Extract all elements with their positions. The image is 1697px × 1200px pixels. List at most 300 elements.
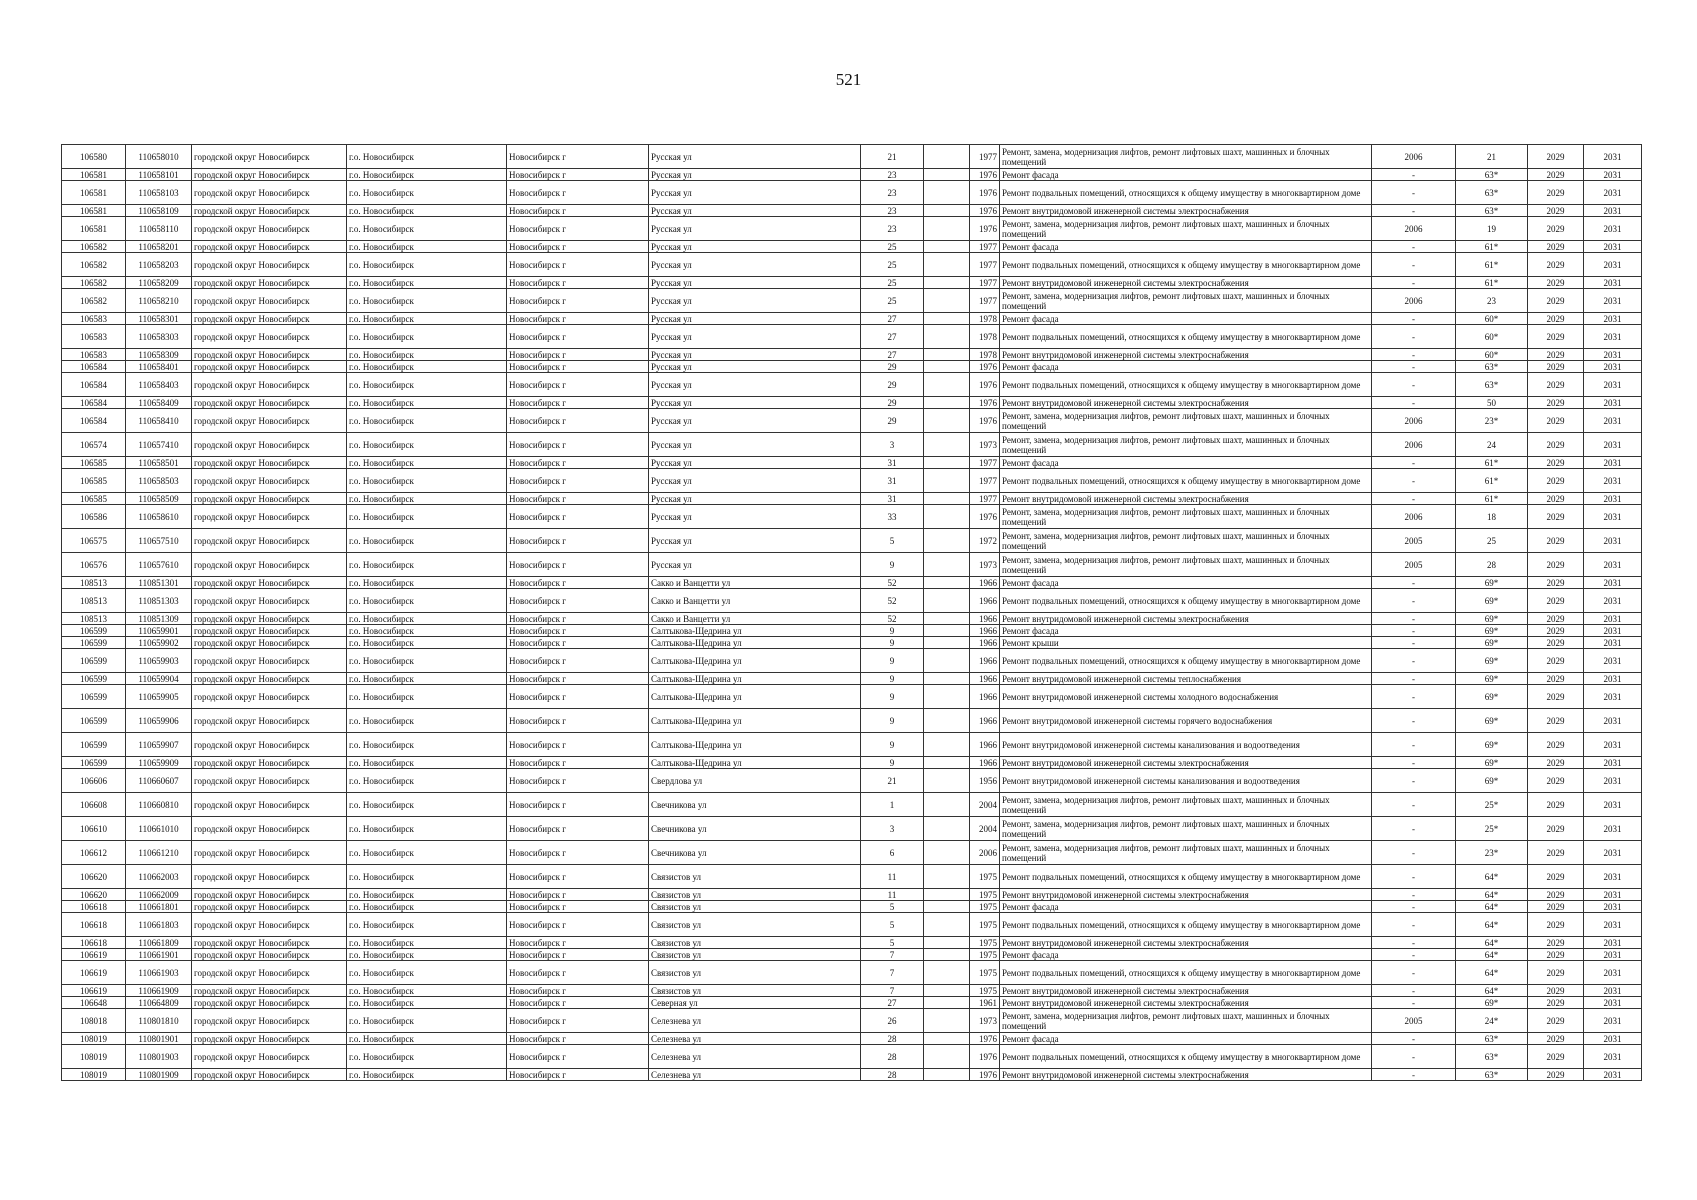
house-id-cell: 106599 (62, 625, 126, 637)
work-type-cell: Ремонт внутридомовой инженерной системы электроснабжения (1000, 937, 1372, 949)
build-year-cell: 1966 (970, 673, 1000, 685)
municipality-cell: городской округ Новосибирск (192, 841, 347, 865)
house-number-cell: 29 (861, 409, 924, 433)
municipality-cell: городской округ Новосибирск (192, 1069, 347, 1081)
start-year-cell: 2029 (1528, 1009, 1584, 1033)
work-type-cell: Ремонт внутридомовой инженерной системы канализования и водоотведения (1000, 769, 1372, 793)
house-number-cell: 9 (861, 637, 924, 649)
work-id-cell: 110658210 (126, 289, 192, 313)
table-row (62, 457, 1642, 469)
work-type-cell: Ремонт внутридомовой инженерной системы теплоснабжения (1000, 673, 1372, 685)
city-cell: Новосибирск г (507, 457, 649, 469)
building-cell (924, 169, 970, 181)
house-number-cell: 5 (861, 913, 924, 937)
house-id-cell: 106619 (62, 949, 126, 961)
end-year-cell: 2031 (1584, 841, 1642, 865)
work-type-cell: Ремонт подвальных помещений, относящихся к общему имуществу в многоквартирном доме (1000, 469, 1372, 493)
end-year-cell: 2031 (1584, 637, 1642, 649)
table-row (62, 277, 1642, 289)
street-cell: Русская ул (649, 529, 861, 553)
building-cell (924, 409, 970, 433)
work-type-cell: Ремонт внутридомовой инженерной системы электроснабжения (1000, 1069, 1372, 1081)
build-year-cell: 1976 (970, 205, 1000, 217)
house-id-cell: 106576 (62, 553, 126, 577)
house-id-cell: 106619 (62, 961, 126, 985)
city-cell: Новосибирск г (507, 817, 649, 841)
build-year-cell: 1977 (970, 457, 1000, 469)
start-year-cell: 2029 (1528, 649, 1584, 673)
table-row (62, 397, 1642, 409)
last-repair-year-cell: - (1372, 985, 1456, 997)
house-id-cell: 106581 (62, 205, 126, 217)
house-id-cell: 108513 (62, 589, 126, 613)
building-cell (924, 1069, 970, 1081)
building-cell (924, 817, 970, 841)
start-year-cell: 2029 (1528, 625, 1584, 637)
house-id-cell: 108019 (62, 1033, 126, 1045)
building-cell (924, 889, 970, 901)
end-year-cell: 2031 (1584, 553, 1642, 577)
wear-cell: 64* (1456, 913, 1528, 937)
street-cell: Сакко и Ванцетти ул (649, 577, 861, 589)
table-row (62, 373, 1642, 397)
last-repair-year-cell: - (1372, 649, 1456, 673)
last-repair-year-cell: - (1372, 373, 1456, 397)
start-year-cell: 2029 (1528, 373, 1584, 397)
municipality-cell: городской округ Новосибирск (192, 937, 347, 949)
table-row (62, 325, 1642, 349)
district-cell: г.о. Новосибирск (347, 997, 507, 1009)
start-year-cell: 2029 (1528, 1069, 1584, 1081)
end-year-cell: 2031 (1584, 1045, 1642, 1069)
house-id-cell: 106584 (62, 397, 126, 409)
table-row (62, 841, 1642, 865)
end-year-cell: 2031 (1584, 733, 1642, 757)
street-cell: Связистов ул (649, 889, 861, 901)
work-id-cell: 110658401 (126, 361, 192, 373)
city-cell: Новосибирск г (507, 841, 649, 865)
work-type-cell: Ремонт, замена, модернизация лифтов, ремонт лифтовых шахт, машинных и блочных помещений (1000, 793, 1372, 817)
work-id-cell: 110661901 (126, 949, 192, 961)
wear-cell: 63* (1456, 205, 1528, 217)
house-number-cell: 31 (861, 493, 924, 505)
table-row (62, 361, 1642, 373)
district-cell: г.о. Новосибирск (347, 685, 507, 709)
street-cell: Русская ул (649, 361, 861, 373)
district-cell: г.о. Новосибирск (347, 349, 507, 361)
wear-cell: 63* (1456, 361, 1528, 373)
wear-cell: 64* (1456, 961, 1528, 985)
wear-cell: 69* (1456, 637, 1528, 649)
work-type-cell: Ремонт, замена, модернизация лифтов, ремонт лифтовых шахт, машинных и блочных помещений (1000, 529, 1372, 553)
city-cell: Новосибирск г (507, 181, 649, 205)
end-year-cell: 2031 (1584, 313, 1642, 325)
district-cell: г.о. Новосибирск (347, 457, 507, 469)
end-year-cell: 2031 (1584, 145, 1642, 169)
street-cell: Салтыкова-Щедрина ул (649, 625, 861, 637)
street-cell: Селезнева ул (649, 1069, 861, 1081)
build-year-cell: 1956 (970, 769, 1000, 793)
house-number-cell: 9 (861, 649, 924, 673)
building-cell (924, 553, 970, 577)
city-cell: Новосибирск г (507, 577, 649, 589)
start-year-cell: 2029 (1528, 841, 1584, 865)
table-row (62, 913, 1642, 937)
house-number-cell: 3 (861, 433, 924, 457)
street-cell: Селезнева ул (649, 1009, 861, 1033)
district-cell: г.о. Новосибирск (347, 937, 507, 949)
street-cell: Русская ул (649, 505, 861, 529)
building-cell (924, 841, 970, 865)
wear-cell: 61* (1456, 493, 1528, 505)
last-repair-year-cell: - (1372, 589, 1456, 613)
district-cell: г.о. Новосибирск (347, 889, 507, 901)
work-id-cell: 110801810 (126, 1009, 192, 1033)
building-cell (924, 865, 970, 889)
wear-cell: 60* (1456, 349, 1528, 361)
street-cell: Связистов ул (649, 913, 861, 937)
build-year-cell: 1977 (970, 241, 1000, 253)
house-id-cell: 106581 (62, 169, 126, 181)
build-year-cell: 1976 (970, 1069, 1000, 1081)
wear-cell: 69* (1456, 769, 1528, 793)
building-cell (924, 217, 970, 241)
wear-cell: 60* (1456, 313, 1528, 325)
city-cell: Новосибирск г (507, 349, 649, 361)
start-year-cell: 2029 (1528, 505, 1584, 529)
municipality-cell: городской округ Новосибирск (192, 493, 347, 505)
wear-cell: 69* (1456, 649, 1528, 673)
district-cell: г.о. Новосибирск (347, 985, 507, 997)
district-cell: г.о. Новосибирск (347, 1033, 507, 1045)
street-cell: Свечникова ул (649, 817, 861, 841)
work-id-cell: 110660810 (126, 793, 192, 817)
district-cell: г.о. Новосибирск (347, 433, 507, 457)
capital-repair-table (61, 144, 1642, 1081)
last-repair-year-cell: - (1372, 241, 1456, 253)
work-type-cell: Ремонт подвальных помещений, относящихся к общему имуществу в многоквартирном доме (1000, 649, 1372, 673)
work-type-cell: Ремонт, замена, модернизация лифтов, ремонт лифтовых шахт, машинных и блочных помещений (1000, 1009, 1372, 1033)
end-year-cell: 2031 (1584, 613, 1642, 625)
build-year-cell: 1966 (970, 709, 1000, 733)
last-repair-year-cell: - (1372, 757, 1456, 769)
street-cell: Сакко и Ванцетти ул (649, 589, 861, 613)
house-number-cell: 5 (861, 901, 924, 913)
work-type-cell: Ремонт, замена, модернизация лифтов, ремонт лифтовых шахт, машинных и блочных помещений (1000, 817, 1372, 841)
building-cell (924, 949, 970, 961)
last-repair-year-cell: - (1372, 685, 1456, 709)
start-year-cell: 2029 (1528, 709, 1584, 733)
wear-cell: 63* (1456, 1033, 1528, 1045)
house-id-cell: 106586 (62, 505, 126, 529)
end-year-cell: 2031 (1584, 1033, 1642, 1045)
end-year-cell: 2031 (1584, 325, 1642, 349)
last-repair-year-cell: - (1372, 325, 1456, 349)
build-year-cell: 1975 (970, 937, 1000, 949)
municipality-cell: городской округ Новосибирск (192, 169, 347, 181)
city-cell: Новосибирск г (507, 505, 649, 529)
last-repair-year-cell: - (1372, 793, 1456, 817)
table-row (62, 817, 1642, 841)
street-cell: Салтыкова-Щедрина ул (649, 637, 861, 649)
district-cell: г.о. Новосибирск (347, 949, 507, 961)
municipality-cell: городской округ Новосибирск (192, 145, 347, 169)
start-year-cell: 2029 (1528, 733, 1584, 757)
build-year-cell: 1976 (970, 1045, 1000, 1069)
work-id-cell: 110659907 (126, 733, 192, 757)
house-number-cell: 9 (861, 685, 924, 709)
start-year-cell: 2029 (1528, 817, 1584, 841)
municipality-cell: городской округ Новосибирск (192, 469, 347, 493)
building-cell (924, 457, 970, 469)
start-year-cell: 2029 (1528, 469, 1584, 493)
house-id-cell: 106599 (62, 733, 126, 757)
street-cell: Русская ул (649, 145, 861, 169)
house-id-cell: 106583 (62, 325, 126, 349)
start-year-cell: 2029 (1528, 901, 1584, 913)
end-year-cell: 2031 (1584, 757, 1642, 769)
start-year-cell: 2029 (1528, 757, 1584, 769)
house-number-cell: 6 (861, 841, 924, 865)
city-cell: Новосибирск г (507, 205, 649, 217)
wear-cell: 21 (1456, 145, 1528, 169)
end-year-cell: 2031 (1584, 949, 1642, 961)
build-year-cell: 1976 (970, 169, 1000, 181)
house-id-cell: 106585 (62, 493, 126, 505)
house-number-cell: 3 (861, 817, 924, 841)
last-repair-year-cell: - (1372, 493, 1456, 505)
work-type-cell: Ремонт фасада (1000, 361, 1372, 373)
work-id-cell: 110659909 (126, 757, 192, 769)
end-year-cell: 2031 (1584, 205, 1642, 217)
house-number-cell: 29 (861, 361, 924, 373)
end-year-cell: 2031 (1584, 985, 1642, 997)
municipality-cell: городской округ Новосибирск (192, 529, 347, 553)
table-row (62, 961, 1642, 985)
work-id-cell: 110659906 (126, 709, 192, 733)
house-number-cell: 52 (861, 589, 924, 613)
house-id-cell: 106582 (62, 253, 126, 277)
wear-cell: 63* (1456, 181, 1528, 205)
build-year-cell: 1976 (970, 361, 1000, 373)
district-cell: г.о. Новосибирск (347, 169, 507, 181)
city-cell: Новосибирск г (507, 793, 649, 817)
end-year-cell: 2031 (1584, 289, 1642, 313)
work-type-cell: Ремонт, замена, модернизация лифтов, ремонт лифтовых шахт, машинных и блочных помещений (1000, 289, 1372, 313)
end-year-cell: 2031 (1584, 217, 1642, 241)
work-type-cell: Ремонт внутридомовой инженерной системы электроснабжения (1000, 277, 1372, 289)
building-cell (924, 985, 970, 997)
street-cell: Салтыкова-Щедрина ул (649, 673, 861, 685)
work-type-cell: Ремонт подвальных помещений, относящихся к общему имуществу в многоквартирном доме (1000, 373, 1372, 397)
municipality-cell: городской округ Новосибирск (192, 241, 347, 253)
last-repair-year-cell: - (1372, 313, 1456, 325)
last-repair-year-cell: - (1372, 673, 1456, 685)
start-year-cell: 2029 (1528, 169, 1584, 181)
work-type-cell: Ремонт фасада (1000, 1033, 1372, 1045)
building-cell (924, 289, 970, 313)
start-year-cell: 2029 (1528, 217, 1584, 241)
house-number-cell: 52 (861, 577, 924, 589)
building-cell (924, 685, 970, 709)
work-type-cell: Ремонт подвальных помещений, относящихся к общему имуществу в многоквартирном доме (1000, 181, 1372, 205)
city-cell: Новосибирск г (507, 637, 649, 649)
work-id-cell: 110801909 (126, 1069, 192, 1081)
table-row (62, 1033, 1642, 1045)
start-year-cell: 2029 (1528, 985, 1584, 997)
end-year-cell: 2031 (1584, 901, 1642, 913)
street-cell: Связистов ул (649, 865, 861, 889)
municipality-cell: городской округ Новосибирск (192, 625, 347, 637)
last-repair-year-cell: - (1372, 709, 1456, 733)
city-cell: Новосибирск г (507, 277, 649, 289)
last-repair-year-cell: 2005 (1372, 529, 1456, 553)
city-cell: Новосибирск г (507, 685, 649, 709)
house-id-cell: 106575 (62, 529, 126, 553)
street-cell: Салтыкова-Щедрина ул (649, 685, 861, 709)
build-year-cell: 2004 (970, 817, 1000, 841)
street-cell: Селезнева ул (649, 1045, 861, 1069)
build-year-cell: 1961 (970, 997, 1000, 1009)
work-id-cell: 110801901 (126, 1033, 192, 1045)
building-cell (924, 1033, 970, 1045)
wear-cell: 23* (1456, 841, 1528, 865)
work-type-cell: Ремонт фасада (1000, 241, 1372, 253)
municipality-cell: городской округ Новосибирск (192, 373, 347, 397)
building-cell (924, 205, 970, 217)
work-id-cell: 110664809 (126, 997, 192, 1009)
wear-cell: 63* (1456, 1069, 1528, 1081)
wear-cell: 69* (1456, 577, 1528, 589)
work-id-cell: 110658203 (126, 253, 192, 277)
wear-cell: 19 (1456, 217, 1528, 241)
work-id-cell: 110661803 (126, 913, 192, 937)
municipality-cell: городской округ Новосибирск (192, 961, 347, 985)
building-cell (924, 361, 970, 373)
district-cell: г.о. Новосибирск (347, 397, 507, 409)
end-year-cell: 2031 (1584, 277, 1642, 289)
work-id-cell: 110659904 (126, 673, 192, 685)
city-cell: Новосибирск г (507, 757, 649, 769)
end-year-cell: 2031 (1584, 685, 1642, 709)
table-row (62, 709, 1642, 733)
work-id-cell: 110658109 (126, 205, 192, 217)
work-id-cell: 110658503 (126, 469, 192, 493)
end-year-cell: 2031 (1584, 913, 1642, 937)
district-cell: г.о. Новосибирск (347, 841, 507, 865)
build-year-cell: 1973 (970, 433, 1000, 457)
work-id-cell: 110661210 (126, 841, 192, 865)
house-number-cell: 31 (861, 457, 924, 469)
city-cell: Новосибирск г (507, 889, 649, 901)
work-id-cell: 110851301 (126, 577, 192, 589)
district-cell: г.о. Новосибирск (347, 709, 507, 733)
table-row (62, 409, 1642, 433)
work-type-cell: Ремонт фасада (1000, 949, 1372, 961)
wear-cell: 64* (1456, 985, 1528, 997)
municipality-cell: городской округ Новосибирск (192, 217, 347, 241)
house-id-cell: 106618 (62, 937, 126, 949)
work-id-cell: 110658110 (126, 217, 192, 241)
district-cell: г.о. Новосибирск (347, 1069, 507, 1081)
municipality-cell: городской округ Новосибирск (192, 901, 347, 913)
street-cell: Связистов ул (649, 961, 861, 985)
end-year-cell: 2031 (1584, 493, 1642, 505)
municipality-cell: городской округ Новосибирск (192, 913, 347, 937)
municipality-cell: городской округ Новосибирск (192, 637, 347, 649)
work-type-cell: Ремонт, замена, модернизация лифтов, ремонт лифтовых шахт, машинных и блочных помещений (1000, 505, 1372, 529)
start-year-cell: 2029 (1528, 637, 1584, 649)
work-id-cell: 110658103 (126, 181, 192, 205)
house-id-cell: 106582 (62, 241, 126, 253)
work-type-cell: Ремонт подвальных помещений, относящихся к общему имуществу в многоквартирном доме (1000, 1045, 1372, 1069)
wear-cell: 69* (1456, 733, 1528, 757)
city-cell: Новосибирск г (507, 649, 649, 673)
end-year-cell: 2031 (1584, 709, 1642, 733)
end-year-cell: 2031 (1584, 769, 1642, 793)
street-cell: Сакко и Ванцетти ул (649, 613, 861, 625)
work-type-cell: Ремонт, замена, модернизация лифтов, ремонт лифтовых шахт, машинных и блочных помещений (1000, 217, 1372, 241)
work-type-cell: Ремонт внутридомовой инженерной системы электроснабжения (1000, 349, 1372, 361)
table-row (62, 949, 1642, 961)
end-year-cell: 2031 (1584, 625, 1642, 637)
street-cell: Русская ул (649, 313, 861, 325)
build-year-cell: 1977 (970, 289, 1000, 313)
municipality-cell: городской округ Новосибирск (192, 589, 347, 613)
building-cell (924, 493, 970, 505)
building-cell (924, 709, 970, 733)
city-cell: Новосибирск г (507, 169, 649, 181)
municipality-cell: городской округ Новосибирск (192, 733, 347, 757)
street-cell: Русская ул (649, 205, 861, 217)
end-year-cell: 2031 (1584, 361, 1642, 373)
table-row (62, 1069, 1642, 1081)
start-year-cell: 2029 (1528, 949, 1584, 961)
building-cell (924, 253, 970, 277)
build-year-cell: 1977 (970, 469, 1000, 493)
start-year-cell: 2029 (1528, 961, 1584, 985)
street-cell: Связистов ул (649, 985, 861, 997)
work-id-cell: 110658303 (126, 325, 192, 349)
house-number-cell: 9 (861, 553, 924, 577)
house-number-cell: 11 (861, 889, 924, 901)
municipality-cell: городской округ Новосибирск (192, 649, 347, 673)
house-id-cell: 106599 (62, 637, 126, 649)
house-number-cell: 23 (861, 217, 924, 241)
start-year-cell: 2029 (1528, 577, 1584, 589)
house-id-cell: 106585 (62, 457, 126, 469)
end-year-cell: 2031 (1584, 961, 1642, 985)
house-id-cell: 108019 (62, 1069, 126, 1081)
build-year-cell: 1966 (970, 625, 1000, 637)
work-type-cell: Ремонт подвальных помещений, относящихся к общему имуществу в многоквартирном доме (1000, 589, 1372, 613)
end-year-cell: 2031 (1584, 1009, 1642, 1033)
work-id-cell: 110658301 (126, 313, 192, 325)
house-number-cell: 25 (861, 241, 924, 253)
work-type-cell: Ремонт внутридомовой инженерной системы холодного водоснабжения (1000, 685, 1372, 709)
house-number-cell: 52 (861, 613, 924, 625)
last-repair-year-cell: - (1372, 1069, 1456, 1081)
end-year-cell: 2031 (1584, 673, 1642, 685)
street-cell: Русская ул (649, 409, 861, 433)
work-id-cell: 110659903 (126, 649, 192, 673)
end-year-cell: 2031 (1584, 649, 1642, 673)
work-type-cell: Ремонт внутридомовой инженерной системы электроснабжения (1000, 493, 1372, 505)
street-cell: Русская ул (649, 373, 861, 397)
wear-cell: 60* (1456, 325, 1528, 349)
house-number-cell: 7 (861, 949, 924, 961)
house-id-cell: 106620 (62, 865, 126, 889)
